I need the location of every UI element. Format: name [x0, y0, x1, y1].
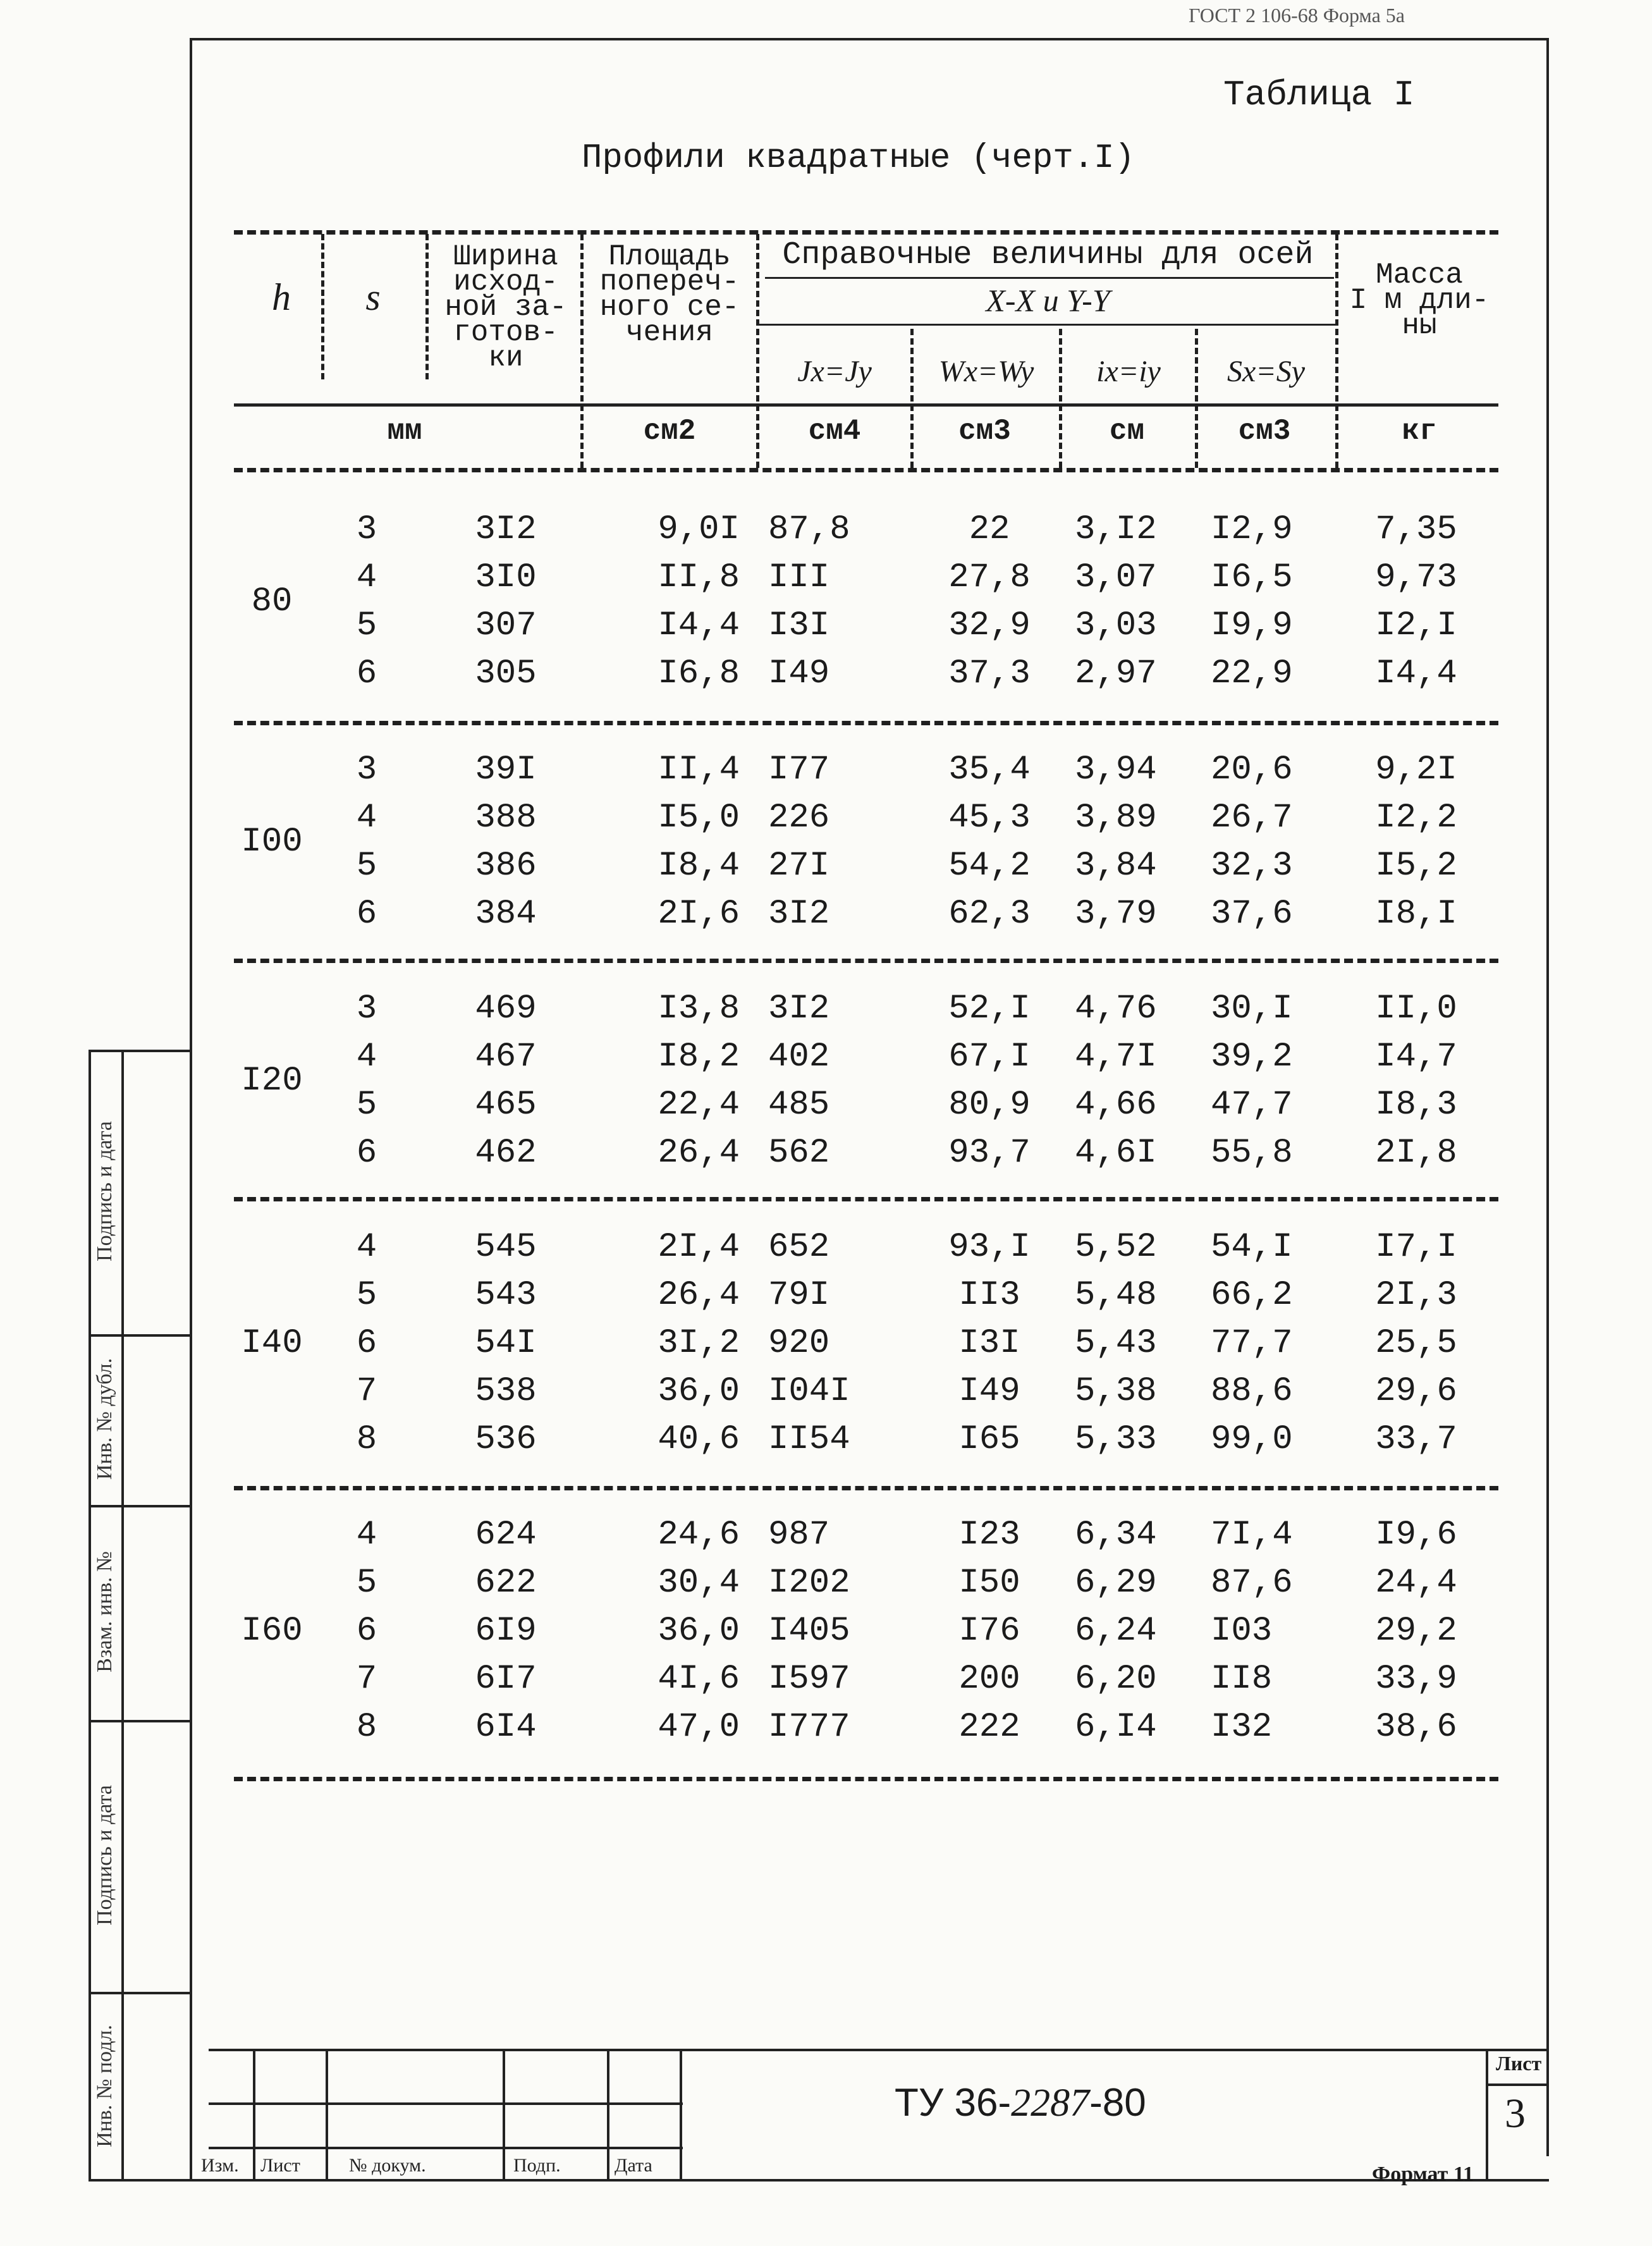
- table-cell: 3,79: [1075, 895, 1157, 933]
- table-cell: 4,7I: [1075, 1038, 1157, 1076]
- table-cell: 5,48: [1075, 1276, 1157, 1315]
- table-cell: 22,4: [658, 1086, 740, 1124]
- header-area: Площадь попереч- ного се- чения: [599, 240, 740, 349]
- table-cell: I50: [958, 1564, 1020, 1602]
- table-cell: 3I2: [768, 895, 830, 933]
- table-cell: 467: [475, 1038, 537, 1076]
- table-cell: 6,I4: [1075, 1708, 1157, 1746]
- unit-mass: кг: [1402, 415, 1437, 448]
- table-cell: 7,35: [1375, 510, 1457, 549]
- table-cell: II3: [958, 1276, 1020, 1315]
- table-cell: I3I: [958, 1324, 1020, 1363]
- table-cell: II8: [1211, 1660, 1273, 1698]
- document-code-suffix: -80: [1089, 2081, 1146, 2125]
- table-cell: 402: [768, 1038, 830, 1076]
- header-h: h: [272, 276, 291, 318]
- table-cell: I23: [958, 1516, 1020, 1554]
- table-cell: 87,8: [768, 510, 850, 549]
- top-form-code: ГОСТ 2 106-68 Форма 5а: [1189, 4, 1405, 27]
- table-cell: I65: [958, 1420, 1020, 1459]
- table-cell: 62,3: [948, 895, 1031, 933]
- table-cell: I3,8: [658, 990, 740, 1028]
- table-cell: 305: [475, 654, 537, 693]
- axes-underline: [759, 324, 1335, 326]
- table-cell: 543: [475, 1276, 537, 1315]
- table-cell: I8,I: [1375, 895, 1457, 933]
- header-bottom-line: [234, 403, 1498, 407]
- table-cell: I8,4: [658, 847, 740, 885]
- table-cell: 66,2: [1211, 1276, 1293, 1315]
- table-cell: 9,2I: [1375, 751, 1457, 789]
- side-strip-outer: [89, 1050, 91, 2182]
- table-cell: I2,I: [1375, 606, 1457, 645]
- table-cell: I03: [1211, 1612, 1273, 1650]
- table-cell: 38,6: [1375, 1708, 1457, 1746]
- side-label-1: Подпись и дата: [93, 1121, 116, 1261]
- tb-label-date: Дата: [615, 2155, 652, 2176]
- table-cell: I6,5: [1211, 558, 1293, 597]
- tb-col-3: [503, 2049, 505, 2182]
- titleblock-row-1: [209, 2102, 683, 2105]
- document-code: [895, 2080, 1146, 2126]
- tb-col-5: [680, 2049, 682, 2182]
- table-cell: 987: [768, 1516, 830, 1554]
- h-value: I00: [241, 823, 303, 861]
- tb-sheet-row: [1486, 2083, 1549, 2086]
- table-cell: 33,9: [1375, 1660, 1457, 1698]
- table-cell: II,8: [658, 558, 740, 597]
- table-cell: I5,2: [1375, 847, 1457, 885]
- table-cell: 6: [356, 895, 377, 933]
- table-cell: 6I9: [475, 1612, 537, 1650]
- table-cell: 384: [475, 895, 537, 933]
- table-cell: 22,9: [1211, 654, 1293, 693]
- table-cell: 37,6: [1211, 895, 1293, 933]
- table-cell: 30,I: [1211, 990, 1293, 1028]
- frame-left-line: [190, 38, 192, 2182]
- table-cell: 54,I: [1211, 1228, 1293, 1267]
- table-cell: 545: [475, 1228, 537, 1267]
- table-cell: 6: [356, 654, 377, 693]
- table-cell: 469: [475, 990, 537, 1028]
- format-label: Формат 11: [1372, 2163, 1474, 2186]
- table-number: Таблица I: [1223, 75, 1415, 115]
- table-cell: 27,8: [948, 558, 1031, 597]
- side-label-2: Инв. № дубл.: [93, 1358, 116, 1480]
- table-cell: 307: [475, 606, 537, 645]
- table-cell: 30,4: [658, 1564, 740, 1602]
- table-cell: I2,2: [1375, 799, 1457, 837]
- table-cell: 5: [356, 1276, 377, 1315]
- table-cell: I3I: [768, 606, 830, 645]
- table-cell: 37,3: [948, 654, 1031, 693]
- table-cell: II54: [768, 1420, 850, 1459]
- table-cell: 32,9: [948, 606, 1031, 645]
- table-cell: 54I: [475, 1324, 537, 1363]
- table-cell: I8,3: [1375, 1086, 1457, 1124]
- table-cell: 87,6: [1211, 1564, 1293, 1602]
- table-cell: 3: [356, 751, 377, 789]
- header-width: Ширина исход- ной за- готов- ки: [444, 240, 567, 374]
- table-cell: I9,6: [1375, 1516, 1457, 1554]
- table-cell: I405: [768, 1612, 850, 1650]
- side-row-5: [89, 2179, 192, 2182]
- table-cell: 6: [356, 1612, 377, 1650]
- side-label-4: Подпись и дата: [93, 1785, 116, 1925]
- group-separator-dash: [234, 1777, 1498, 1781]
- table-cell: I04I: [768, 1372, 850, 1411]
- table-cell: I597: [768, 1660, 850, 1698]
- table-cell: 5,38: [1075, 1372, 1157, 1411]
- table-cell: 920: [768, 1324, 830, 1363]
- table-cell: II,0: [1375, 990, 1457, 1028]
- unit-mm: мм: [387, 415, 422, 448]
- table-cell: 4: [356, 1516, 377, 1554]
- group-separator-dash: [234, 959, 1498, 963]
- header-mass: Масса I м дли- ны: [1349, 259, 1490, 342]
- table-cell: I6,8: [658, 654, 740, 693]
- table-cell: 485: [768, 1086, 830, 1124]
- table-cell: 2,97: [1075, 654, 1157, 693]
- table-cell: 465: [475, 1086, 537, 1124]
- header-s: s: [365, 276, 381, 318]
- table-cell: 39I: [475, 751, 537, 789]
- table-cell: I49: [768, 654, 830, 693]
- col-sep-1: [321, 234, 324, 379]
- table-cell: 3,07: [1075, 558, 1157, 597]
- table-cell: 27I: [768, 847, 830, 885]
- header-axes: X-X и Y-Y: [986, 283, 1110, 318]
- header-ix: ix=iy: [1096, 355, 1161, 388]
- table-cell: 4: [356, 558, 377, 597]
- table-cell: 7: [356, 1372, 377, 1411]
- table-cell: 52,I: [948, 990, 1031, 1028]
- table-cell: I202: [768, 1564, 850, 1602]
- table-cell: 3I2: [475, 510, 537, 549]
- units-bottom-dash: [234, 468, 1498, 472]
- table-cell: 536: [475, 1420, 537, 1459]
- table-cell: I2,9: [1211, 510, 1293, 549]
- table-cell: I4,7: [1375, 1038, 1457, 1076]
- table-cell: 2I,3: [1375, 1276, 1457, 1315]
- table-cell: 622: [475, 1564, 537, 1602]
- table-cell: I4,4: [658, 606, 740, 645]
- table-cell: 29,6: [1375, 1372, 1457, 1411]
- table-cell: 36,0: [658, 1372, 740, 1411]
- table-cell: 80,9: [948, 1086, 1031, 1124]
- table-cell: 5: [356, 606, 377, 645]
- table-cell: 6I4: [475, 1708, 537, 1746]
- tb-sheet-divider: [1486, 2049, 1488, 2182]
- table-cell: I76: [958, 1612, 1020, 1650]
- group-separator-dash: [234, 721, 1498, 725]
- table-cell: 9,0I: [658, 510, 740, 549]
- unit-sx: см3: [1238, 415, 1291, 448]
- side-label-3: Взам. инв. №: [93, 1551, 116, 1672]
- table-cell: II,4: [658, 751, 740, 789]
- table-cell: 6,24: [1075, 1612, 1157, 1650]
- table-cell: 462: [475, 1134, 537, 1172]
- group-separator-dash: [234, 1197, 1498, 1201]
- table-cell: 3: [356, 510, 377, 549]
- header-jx: Jx=Jy: [797, 355, 872, 388]
- table-cell: 4,6I: [1075, 1134, 1157, 1172]
- table-cell: 6,20: [1075, 1660, 1157, 1698]
- table-cell: 25,5: [1375, 1324, 1457, 1363]
- table-cell: 6: [356, 1324, 377, 1363]
- unit-wx: см3: [958, 415, 1011, 448]
- table-cell: 5: [356, 1086, 377, 1124]
- table-cell: 29,2: [1375, 1612, 1457, 1650]
- table-cell: 3I2: [768, 990, 830, 1028]
- document-code-prefix: ТУ 36-: [895, 2081, 1012, 2125]
- table-cell: 26,4: [658, 1134, 740, 1172]
- table-cell: 4,66: [1075, 1086, 1157, 1124]
- table-cell: 388: [475, 799, 537, 837]
- table-caption: Профили квадратные (черт.I): [582, 139, 1135, 178]
- tb-label-izm: Изм.: [201, 2155, 239, 2176]
- table-cell: 22: [969, 510, 1010, 549]
- table-cell: 8: [356, 1420, 377, 1459]
- table-cell: 6I7: [475, 1660, 537, 1698]
- table-cell: 5,52: [1075, 1228, 1157, 1267]
- table-cell: 33,7: [1375, 1420, 1457, 1459]
- table-cell: 4I,6: [658, 1660, 740, 1698]
- table-cell: 4: [356, 1228, 377, 1267]
- h-value: 80: [251, 582, 293, 621]
- table-cell: 2I,6: [658, 895, 740, 933]
- table-cell: 5,33: [1075, 1420, 1157, 1459]
- table-cell: 32,3: [1211, 847, 1293, 885]
- side-strip-inner: [121, 1050, 124, 2182]
- table-cell: 9,73: [1375, 558, 1457, 597]
- header-sx: Sx=Sy: [1227, 355, 1305, 388]
- titleblock-row-2: [209, 2147, 683, 2149]
- table-cell: 3,03: [1075, 606, 1157, 645]
- tb-label-sign: Подп.: [513, 2155, 561, 2176]
- table-cell: 45,3: [948, 799, 1031, 837]
- table-cell: 55,8: [1211, 1134, 1293, 1172]
- table-cell: 93,I: [948, 1228, 1031, 1267]
- table-cell: 5: [356, 1564, 377, 1602]
- table-cell: 226: [768, 799, 830, 837]
- tb-label-list: Лист: [260, 2155, 300, 2176]
- table-cell: 562: [768, 1134, 830, 1172]
- tb-col-2: [326, 2049, 328, 2182]
- table-cell: I49: [958, 1372, 1020, 1411]
- tb-col-4: [607, 2049, 609, 2182]
- group-separator-dash: [234, 1486, 1498, 1490]
- tb-col-1: [253, 2049, 255, 2182]
- unit-area: см2: [643, 415, 696, 448]
- table-cell: 2I,8: [1375, 1134, 1457, 1172]
- table-cell: 3I0: [475, 558, 537, 597]
- table-cell: 54,2: [948, 847, 1031, 885]
- table-cell: 6: [356, 1134, 377, 1172]
- table-cell: 47,7: [1211, 1086, 1293, 1124]
- side-row-0: [89, 1050, 192, 1052]
- table-cell: 3,I2: [1075, 510, 1157, 549]
- table-cell: 538: [475, 1372, 537, 1411]
- table-cell: 5: [356, 847, 377, 885]
- document-code-number: 2287: [1011, 2082, 1090, 2125]
- table-cell: III: [768, 558, 830, 597]
- titleblock-bottom: [190, 2179, 1549, 2182]
- table-cell: 3,89: [1075, 799, 1157, 837]
- table-cell: 5,43: [1075, 1324, 1157, 1363]
- h-value: I20: [241, 1062, 303, 1100]
- table-cell: 39,2: [1211, 1038, 1293, 1076]
- frame-right-line: [1546, 38, 1549, 2156]
- table-cell: 8: [356, 1708, 377, 1746]
- table-cell: 3I,2: [658, 1324, 740, 1363]
- ref-underline: [765, 277, 1334, 279]
- table-cell: 6,34: [1075, 1516, 1157, 1554]
- table-cell: 3,94: [1075, 751, 1157, 789]
- table-cell: 4,76: [1075, 990, 1157, 1028]
- side-row-3: [89, 1720, 192, 1722]
- col-sep-8: [1335, 234, 1338, 468]
- table-cell: 24,4: [1375, 1564, 1457, 1602]
- frame-top-line: [190, 38, 1549, 40]
- table-cell: I32: [1211, 1708, 1273, 1746]
- h-value: I60: [241, 1612, 303, 1650]
- tb-label-docnum: № докум.: [349, 2155, 426, 2176]
- table-cell: 26,4: [658, 1276, 740, 1315]
- table-cell: 20,6: [1211, 751, 1293, 789]
- table-cell: 2I,4: [658, 1228, 740, 1267]
- table-cell: 93,7: [948, 1134, 1031, 1172]
- table-cell: 200: [958, 1660, 1020, 1698]
- h-value: I40: [241, 1324, 303, 1363]
- table-cell: I77: [768, 751, 830, 789]
- table-cell: 386: [475, 847, 537, 885]
- table-cell: I9,9: [1211, 606, 1293, 645]
- table-cell: 4: [356, 799, 377, 837]
- table-cell: 35,4: [948, 751, 1031, 789]
- table-cell: 40,6: [658, 1420, 740, 1459]
- side-label-5: Инв. № подл.: [93, 2025, 116, 2147]
- table-cell: 4: [356, 1038, 377, 1076]
- sheet-label: Лист: [1496, 2052, 1542, 2075]
- sheet-number: 3: [1505, 2090, 1526, 2137]
- table-cell: I777: [768, 1708, 850, 1746]
- table-cell: I8,2: [658, 1038, 740, 1076]
- table-cell: 47,0: [658, 1708, 740, 1746]
- col-sep-2: [425, 234, 429, 379]
- table-cell: 624: [475, 1516, 537, 1554]
- header-ref: Справочные величины для осей: [782, 237, 1314, 273]
- unit-ix: см: [1109, 415, 1145, 448]
- table-cell: 3,84: [1075, 847, 1157, 885]
- unit-jx: см4: [808, 415, 861, 448]
- header-top-dash: [234, 230, 1498, 235]
- table-cell: 652: [768, 1228, 830, 1267]
- header-wx: Wx=Wy: [938, 355, 1034, 388]
- col-sep-4: [756, 234, 759, 468]
- table-cell: 24,6: [658, 1516, 740, 1554]
- table-cell: 36,0: [658, 1612, 740, 1650]
- table-cell: I5,0: [658, 799, 740, 837]
- table-cell: 7: [356, 1660, 377, 1698]
- table-cell: 3: [356, 990, 377, 1028]
- table-cell: 77,7: [1211, 1324, 1293, 1363]
- table-cell: I7,I: [1375, 1228, 1457, 1267]
- table-cell: 88,6: [1211, 1372, 1293, 1411]
- table-cell: 6,29: [1075, 1564, 1157, 1602]
- table-cell: 7I,4: [1211, 1516, 1293, 1554]
- table-cell: 99,0: [1211, 1420, 1293, 1459]
- table-cell: 79I: [768, 1276, 830, 1315]
- side-row-4: [89, 1992, 192, 1994]
- table-cell: 222: [958, 1708, 1020, 1746]
- table-cell: 67,I: [948, 1038, 1031, 1076]
- titleblock-top: [209, 2049, 1549, 2051]
- col-sep-3: [580, 234, 584, 468]
- table-cell: I4,4: [1375, 654, 1457, 693]
- table-cell: 26,7: [1211, 799, 1293, 837]
